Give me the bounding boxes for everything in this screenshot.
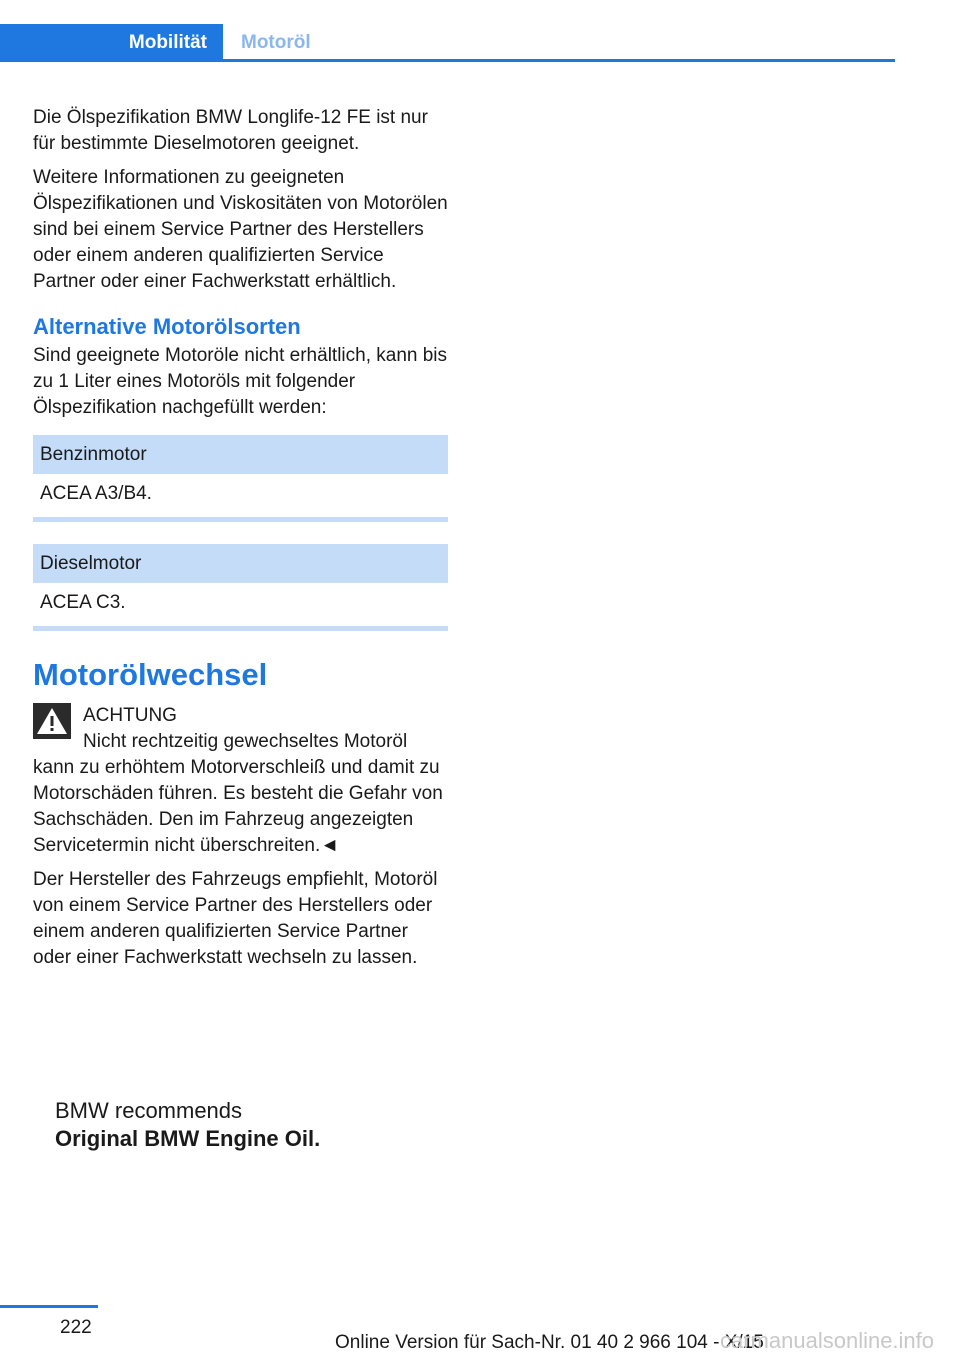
wechsel-paragraph: Der Hersteller des Fahrzeugs empfiehlt, Motoröl von einem Service Partner des Herstellers oder einem anderen qualifizierten Service Partner oder einer Fachwerkstatt wechseln zu lassen. [33,869,438,968]
warning-box [33,703,448,859]
table-header: Dieselmotor [33,544,448,583]
warning-triangle-icon [33,703,71,739]
section-heading-wechsel: Motorölwechsel [33,657,268,692]
alternative-paragraph: Sind geeignete Motoröle nicht erhältlich, kann bis zu 1 Liter eines Motoröls mit folgender Ölspezifikation nachgefüllt werden: [33,345,448,418]
watermark: carmanualsonline.info [720,1328,935,1353]
page-header [0,0,895,62]
section-heading-alternative: Alternative Motorölsorten [33,314,301,339]
bmw-oil-banner [55,1097,320,1153]
table-divider [33,517,448,522]
warning-text: kann zu erhöhtem Motorverschleiß und damit zu Motorschäden führen. Es besteht die Gefahr von Sachschäden. Den im Fahrzeug angezeigten Servicetermin nicht überschreiten.◄ [33,757,443,856]
tab-mobilitaet[interactable]: Mobilität [0,24,223,62]
table-header: Benzinmotor [33,435,448,474]
table-cell: ACEA A3/B4. [40,482,152,504]
spec-table-diesel [33,544,448,631]
page-number: 222 [60,1317,92,1338]
warning-text-first-line: Nicht rechtzeitig gewechseltes Motoröl [83,731,408,752]
footer-version-text: Online Version für Sach-Nr. 01 40 2 966 104 - X/15 [335,1332,764,1353]
header-divider [0,59,895,62]
banner-line-1: BMW recommends [55,1098,243,1123]
footer-divider [0,1305,98,1308]
spec-table-benzin [33,435,448,522]
content-column [33,105,448,979]
intro-paragraph-1: Die Ölspezifikation BMW Longlife-12 FE ist nur für bestimmte Dieselmotoren geeignet. [33,107,428,154]
intro-paragraph-2: Weitere Informationen zu geeigneten Ölspezifikationen und Viskositäten von Motorölen sind bei einem Service Partner des Herstellers oder einem anderen qualifizierten Service Partner oder einer Fachwerkstatt erhältlich. [33,167,448,292]
tab-motoroel[interactable]: Motoröl [241,32,311,53]
table-cell: ACEA C3. [40,591,126,613]
banner-line-2: Original BMW Engine Oil. [55,1126,321,1151]
table-divider [33,626,448,631]
warning-title: ACHTUNG [83,705,177,726]
